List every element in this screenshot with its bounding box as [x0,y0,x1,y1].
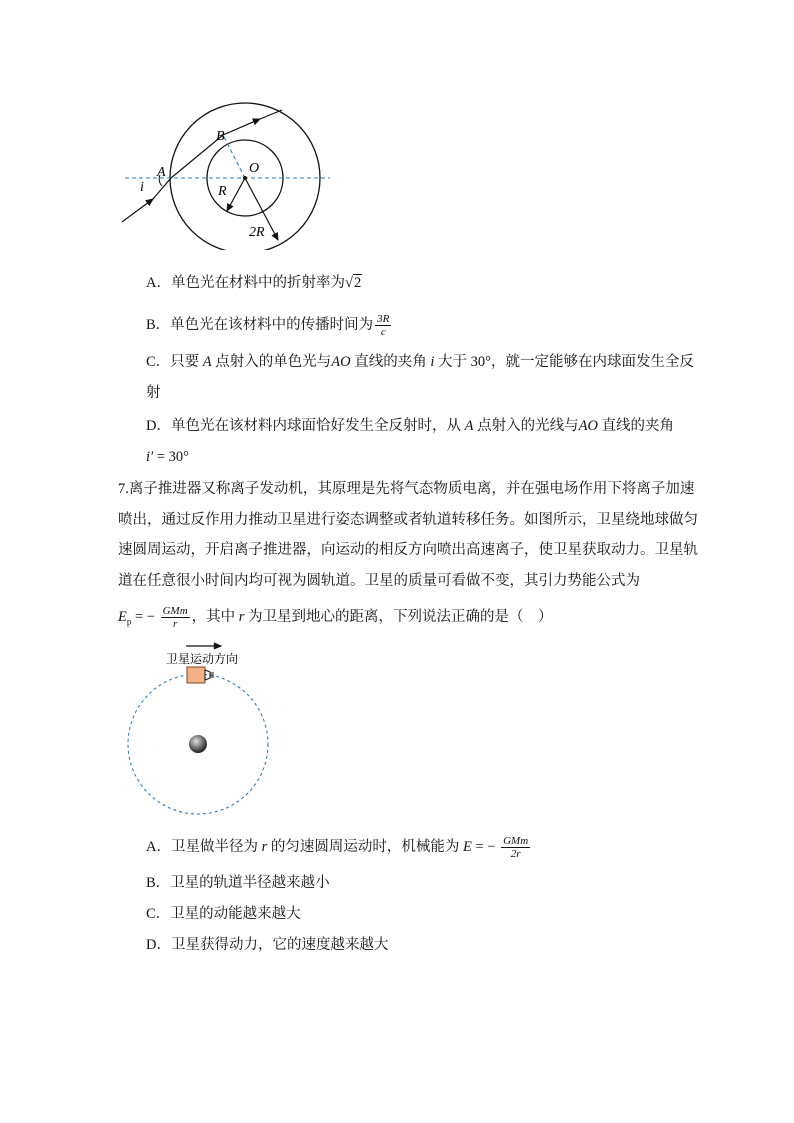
q6-option-b [146,313,393,338]
fraction-GMm-2r [501,835,530,860]
fraction-GMm-r [161,605,190,630]
text: = − [471,838,500,855]
text: C．只要 [146,354,203,370]
text: 为卫星到地心的距离，下列说法正确的是（ ） [244,608,553,625]
var-r: r [238,608,245,625]
frac-num: GMm [162,605,188,617]
text: 点射入的光线与 [473,418,579,434]
direction-label: 卫星运动方向 [166,652,239,666]
q6-option-a-text: A．单色光在材料中的折射率为 [146,275,345,291]
earth [189,735,207,753]
var-i-prime: i′ [146,449,154,465]
text: A．卫星做半径为 [146,838,262,855]
q7-stem-line3: 速圆周运动，开启离子推进器，向运动的相反方向喷出高速离子，使卫星获取动力。卫星轨 [118,542,698,558]
var-AO: AO [578,418,598,434]
radius-R [227,178,245,211]
var-A: A [202,354,212,370]
exit-ray [223,119,260,135]
text: 点射入的单色光与 [211,354,332,370]
text: 的匀速圆周运动时，机械能为 [267,838,464,855]
text: = − [131,608,159,625]
frac-den: r [172,618,178,630]
q7-stem-line5 [118,605,553,632]
var-E: E [118,608,127,625]
q7-stem-line1: 7.离子推进器又称离子发动机，其原理是先将气态物质电离，并在强电场作用下将离子加速 [118,481,695,497]
label-O: O [249,161,260,176]
frac-num: GMm [503,835,529,847]
sqrt-2: √2 [344,275,362,291]
var-A: A [464,418,474,434]
q7-stem-line2: 喷出，通过反作用力推动卫星进行姿态调整或者轨道转移任务。如图所示，卫星绕地球做匀 [118,512,698,528]
var-r: r [261,838,268,855]
text: D．单色光在该材料内球面恰好发生全反射时，从 [146,418,465,434]
incident-ray-cont [153,178,171,199]
center-dot [243,176,247,180]
sqrt-radicand: 2 [353,275,362,291]
label-i: i [140,180,144,195]
fraction-3R-c [375,313,391,338]
label-R: R [218,184,227,199]
frac-den: c [380,326,386,338]
label-B: B [216,129,225,144]
q7-option-a [146,835,532,860]
refraction-diagram [110,80,340,250]
label-A: A [157,165,166,180]
text: 大于 30°，就一定能够在内球面发生全反 [434,354,694,370]
q6-option-c-line1 [146,352,694,372]
q6-option-d-line2 [146,447,189,467]
incident-ray [122,199,153,222]
text: = 30° [153,449,189,465]
exit-ray-cont [260,110,282,119]
q7-option-c: C．卫星的动能越来越大 [146,906,301,922]
frac-num: 3R [377,313,390,325]
text: ，其中 [191,608,239,625]
label-2R: 2R [249,225,265,240]
var-i: i [430,354,435,370]
q6-option-c-line2: 射 [146,385,161,401]
q6-option-a [146,273,362,293]
var-E: E [463,838,472,855]
text: 直线的夹角 [350,354,431,370]
q7-stem-line4: 道在任意很小时间内均可视为圆轨道。卫星的质量可看做不变，其引力势能公式为 [118,573,640,589]
q7-option-d: D．卫星获得动力，它的速度越来越大 [146,937,389,953]
satellite [187,667,205,683]
sub-p: p [126,616,132,627]
q7-option-b: B．卫星的轨道半径越来越小 [146,875,330,891]
var-AO: AO [331,354,351,370]
text: 直线的夹角 [597,418,675,434]
orbit-diagram [118,638,278,818]
q6-option-b-text: B．单色光在该材料中的传播时间为 [146,316,374,333]
q6-option-d-line1 [146,416,674,436]
frac-den: 2r [510,848,521,860]
